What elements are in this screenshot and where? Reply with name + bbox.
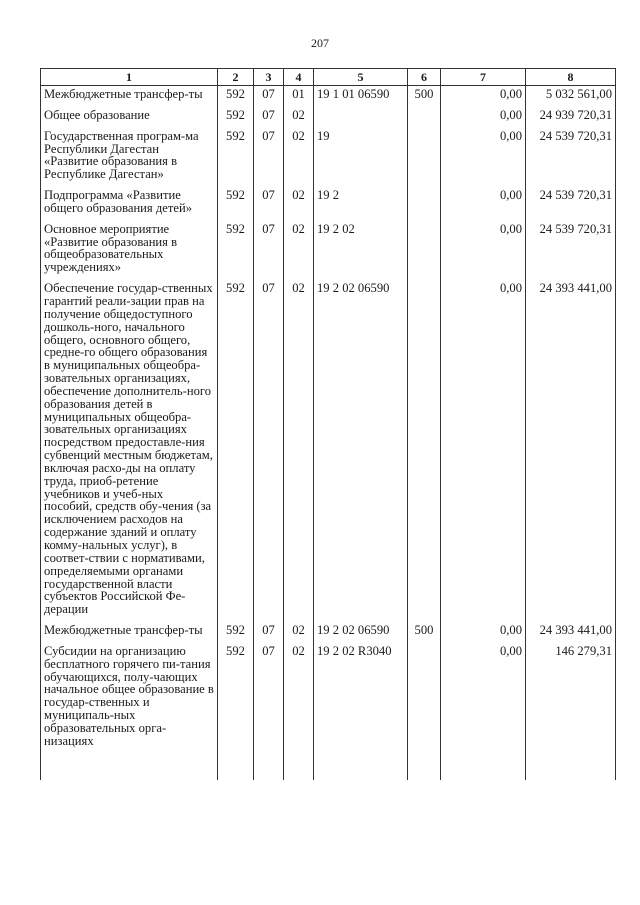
budget-table-container (40, 68, 615, 840)
row-expense-type (408, 130, 441, 189)
header-col-4: 4 (284, 69, 314, 86)
row-ministry-code: 592 (218, 624, 254, 645)
row-name: Общее образование (41, 109, 218, 130)
row-ministry-code: 592 (218, 282, 254, 624)
row-section-code: 07 (254, 624, 284, 645)
row-target-code: 19 2 (314, 189, 408, 223)
row-target-code: 19 2 02 (314, 223, 408, 282)
row-target-code (314, 109, 408, 130)
row-amount-8: 24 393 441,00 (526, 282, 616, 624)
header-col-6: 6 (408, 69, 441, 86)
header-col-3: 3 (254, 69, 284, 86)
row-ministry-code: 592 (218, 645, 254, 756)
row-expense-type (408, 282, 441, 624)
header-col-1: 1 (41, 69, 218, 86)
row-amount-8: 146 279,31 (526, 645, 616, 756)
row-amount-7: 0,00 (441, 109, 526, 130)
row-name: Подпрограмма «Развитие общего образования детей» (41, 189, 218, 223)
row-subsection-code: 02 (284, 624, 314, 645)
row-name: Обеспечение государ-ственных гарантий реали-зации прав на получение общедоступного дошколь-ного, начального общего, основного общего, средне-го общего образования в муниципальных общеобра-зовательных организациях, обеспечение дополнитель-ного образования детей в муниципальных общеобра-зовательных организациях посредством предоставле-ния субвенций местным бюджетам, включая расхо-ды на оплату труда, приоб-ретение учебников и учеб-ных пособий, средств обу-чения (за исключением расходов на содержание зданий и оплату комму-нальных услуг), в соответ-ствии с нормативами, определяемыми органами государственной власти субъектов Российской Фе-дерации (41, 282, 218, 624)
table-row (41, 282, 616, 624)
row-amount-7: 0,00 (441, 189, 526, 223)
row-expense-type (408, 189, 441, 223)
row-ministry-code: 592 (218, 109, 254, 130)
row-subsection-code: 02 (284, 130, 314, 189)
table-row (41, 223, 616, 282)
row-expense-type: 500 (408, 624, 441, 645)
row-amount-7: 0,00 (441, 86, 526, 109)
row-subsection-code: 02 (284, 645, 314, 756)
row-expense-type: 500 (408, 86, 441, 109)
table-row (41, 624, 616, 645)
row-ministry-code: 592 (218, 189, 254, 223)
row-amount-8: 24 939 720,31 (526, 109, 616, 130)
table-row (41, 86, 616, 109)
row-section-code: 07 (254, 189, 284, 223)
row-amount-8: 24 539 720,31 (526, 223, 616, 282)
row-name: Межбюджетные трансфер-ты (41, 86, 218, 109)
row-section-code: 07 (254, 282, 284, 624)
row-amount-7: 0,00 (441, 130, 526, 189)
header-col-7: 7 (441, 69, 526, 86)
row-section-code: 07 (254, 645, 284, 756)
row-name: Субсидии на организацию бесплатного горячего пи-тания обучающихся, полу-чающих начальное общее образование в государ-ственных и муниципаль-ных образовательных орга-низациях (41, 645, 218, 756)
row-amount-7: 0,00 (441, 282, 526, 624)
budget-table (40, 68, 616, 780)
table-filler-row (41, 756, 616, 780)
row-expense-type (408, 645, 441, 756)
row-expense-type (408, 223, 441, 282)
row-section-code: 07 (254, 223, 284, 282)
row-amount-7: 0,00 (441, 624, 526, 645)
row-subsection-code: 02 (284, 109, 314, 130)
page-number: 207 (311, 36, 329, 50)
row-target-code: 19 2 02 06590 (314, 624, 408, 645)
row-target-code: 19 2 02 06590 (314, 282, 408, 624)
row-name: Основное мероприятие «Развитие образования в общеобразовательных учреждениях» (41, 223, 218, 282)
row-target-code: 19 1 01 06590 (314, 86, 408, 109)
row-amount-7: 0,00 (441, 223, 526, 282)
table-row (41, 109, 616, 130)
row-section-code: 07 (254, 86, 284, 109)
row-amount-8: 24 539 720,31 (526, 189, 616, 223)
row-section-code: 07 (254, 109, 284, 130)
header-col-5: 5 (314, 69, 408, 86)
row-target-code: 19 2 02 R3040 (314, 645, 408, 756)
table-header-row (41, 69, 616, 86)
header-col-2: 2 (218, 69, 254, 86)
row-subsection-code: 02 (284, 189, 314, 223)
row-amount-7: 0,00 (441, 645, 526, 756)
header-col-8: 8 (526, 69, 616, 86)
row-target-code: 19 (314, 130, 408, 189)
row-amount-8: 24 393 441,00 (526, 624, 616, 645)
row-subsection-code: 02 (284, 282, 314, 624)
table-row (41, 645, 616, 756)
row-amount-8: 24 539 720,31 (526, 130, 616, 189)
table-row (41, 130, 616, 189)
row-expense-type (408, 109, 441, 130)
row-section-code: 07 (254, 130, 284, 189)
row-name: Межбюджетные трансфер-ты (41, 624, 218, 645)
row-name: Государственная програм-ма Республики Дагестан «Развитие образования в Республике Дагестан» (41, 130, 218, 189)
row-subsection-code: 01 (284, 86, 314, 109)
row-ministry-code: 592 (218, 223, 254, 282)
row-ministry-code: 592 (218, 86, 254, 109)
row-subsection-code: 02 (284, 223, 314, 282)
row-amount-8: 5 032 561,00 (526, 86, 616, 109)
row-ministry-code: 592 (218, 130, 254, 189)
table-row (41, 189, 616, 223)
